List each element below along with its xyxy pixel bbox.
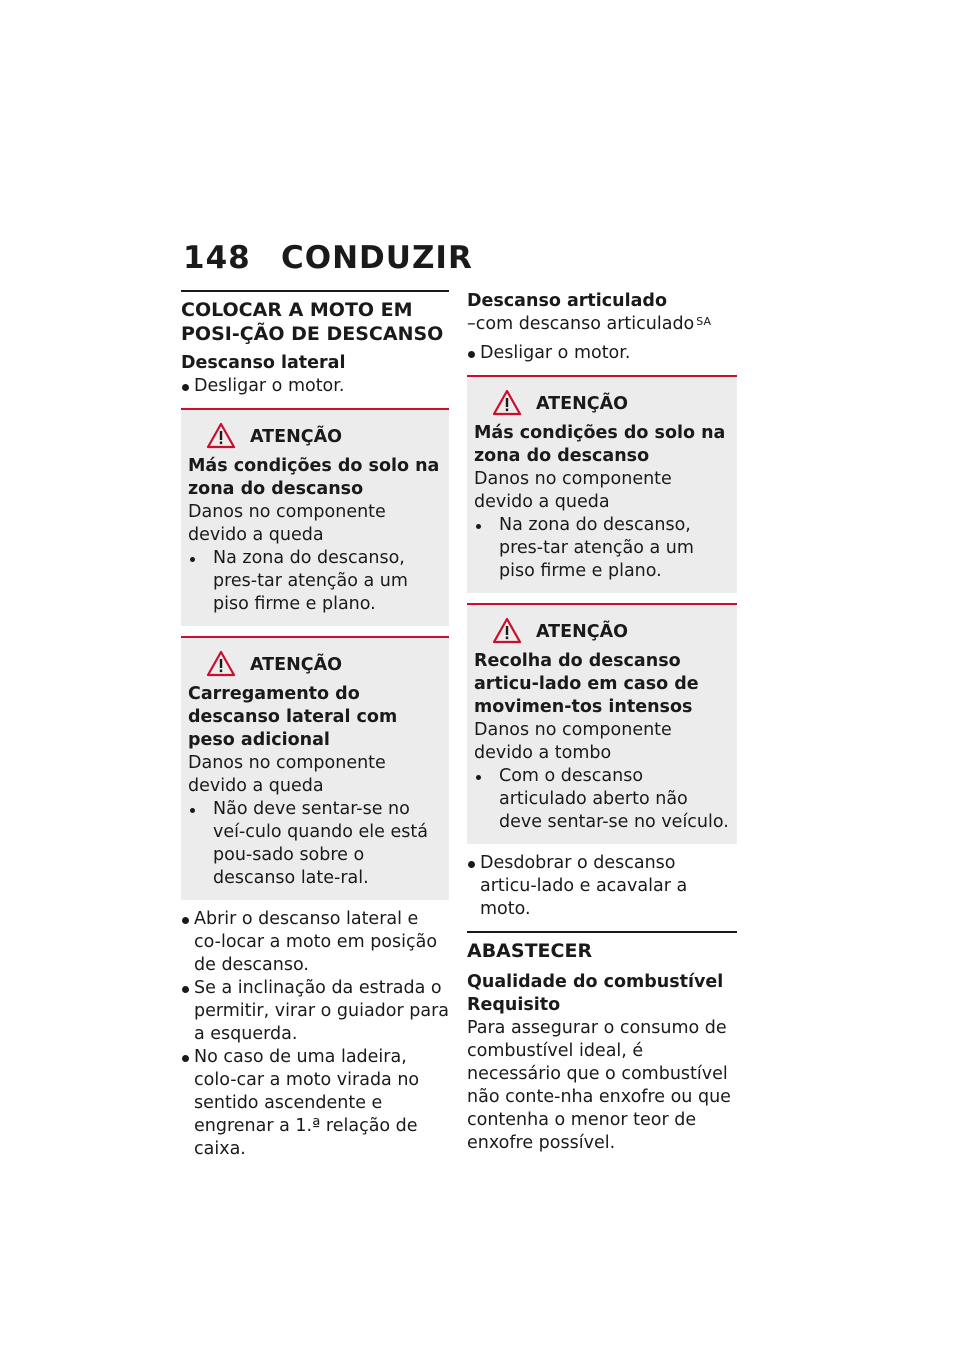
warning-title: Recolha do descanso articu-lado em caso de movimen-tos intensos <box>474 651 699 717</box>
subsection-title: Descanso lateral <box>181 353 346 373</box>
requirement-title: Requisito <box>467 995 561 1015</box>
warning-triangle-icon <box>492 617 522 644</box>
warning-item-text: Na zona do descanso, pres-tar atenção a um piso firme e plano. <box>213 548 408 614</box>
warning-label: ATENÇÃO <box>250 654 342 675</box>
warning-body: Danos no componente devido a queda <box>188 753 386 796</box>
bullet-dot <box>190 557 195 562</box>
warning-header <box>474 617 730 644</box>
step-item: Se a inclinação da estrada o permitir, virar o guiador para a esquerda. <box>181 977 449 1046</box>
subsection-title: Descanso articulado <box>467 291 667 311</box>
page-header <box>183 240 473 276</box>
warning-item <box>188 798 442 890</box>
page-number: 148 <box>183 240 251 276</box>
warning-header <box>188 650 442 677</box>
section-title: ABASTECER <box>467 940 593 962</box>
warning-title: Carregamento do descanso lateral com peso adicional <box>188 684 398 750</box>
step-item: Desligar o motor. <box>181 375 449 398</box>
warning-item-text: Não deve sentar-se no veí-culo quando ele está pou-sado sobre o descanso late-ral. <box>213 799 428 888</box>
bullet-dot <box>476 775 481 780</box>
warning-box <box>181 636 449 900</box>
section-title: COLOCAR A MOTO EM POSI-ÇÃO DE DESCANSO <box>181 299 444 345</box>
bullet-dot <box>190 808 195 813</box>
body-paragraph: Para assegurar o consumo de combustível ideal, é necessário que o combustível não conte-nha enxofre ou que contenha o menor teor de enxofre possível. <box>467 1018 731 1153</box>
bullet-dot <box>476 524 481 529</box>
option-line <box>467 313 737 336</box>
warning-item <box>474 514 730 583</box>
option-text: –com descanso articulado <box>467 314 695 334</box>
warning-item-text: Na zona do descanso, pres-tar atenção a um piso firme e plano. <box>499 515 694 581</box>
warning-title: Más condições do solo na zona do descanso <box>474 423 726 466</box>
warning-body: Danos no componente devido a queda <box>474 469 672 512</box>
warning-item <box>474 765 730 834</box>
warning-box <box>181 408 449 626</box>
step-item: No caso de uma ladeira, colo-car a moto virada no sentido ascendente e engrenar a 1.ª relação de caixa. <box>181 1046 449 1161</box>
warning-body: Danos no componente devido a queda <box>188 502 386 545</box>
step-item: Desligar o motor. <box>467 342 737 365</box>
subsection-title: Qualidade do combustível <box>467 972 724 992</box>
step-item: Abrir o descanso lateral e co-locar a moto em posição de descanso. <box>181 908 449 977</box>
warning-header <box>474 389 730 416</box>
option-superscript: SA <box>696 315 711 328</box>
warning-box <box>467 375 737 593</box>
warning-label: ATENÇÃO <box>536 621 628 642</box>
warning-box <box>467 603 737 844</box>
warning-triangle-icon <box>206 422 236 449</box>
warning-item-text: Com o descanso articulado aberto não deve sentar-se no veículo. <box>499 766 729 832</box>
warning-body: Danos no componente devido a tombo <box>474 720 672 763</box>
warning-title: Más condições do solo na zona do descanso <box>188 456 440 499</box>
right-column <box>467 290 737 1155</box>
warning-label: ATENÇÃO <box>250 426 342 447</box>
step-item: Desdobrar o descanso articu-lado e acavalar a moto. <box>467 852 737 921</box>
warning-header <box>188 422 442 449</box>
warning-triangle-icon <box>206 650 236 677</box>
warning-item <box>188 547 442 616</box>
chapter-title: CONDUZIR <box>281 240 473 276</box>
left-column <box>181 290 449 1161</box>
warning-triangle-icon <box>492 389 522 416</box>
warning-label: ATENÇÃO <box>536 393 628 414</box>
